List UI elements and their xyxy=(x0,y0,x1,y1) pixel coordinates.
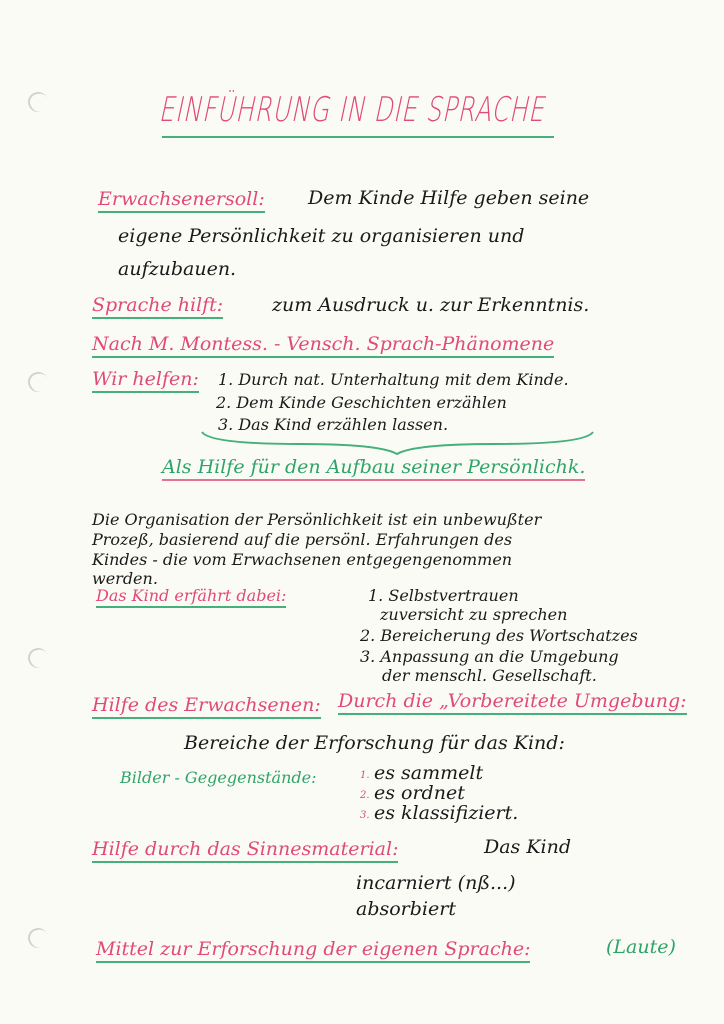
section-label-wir-helfen: Wir helfen: xyxy=(92,368,199,393)
summary-line: Als Hilfe für den Aufbau seiner Persönlichk. xyxy=(162,456,585,481)
list-item: 3. Anpassung an die Umgebung xyxy=(360,647,619,666)
text-line: incarniert (nß...) xyxy=(356,872,516,894)
punch-hole xyxy=(25,89,51,115)
text-line: werden. xyxy=(92,569,158,588)
list-number: 3. xyxy=(360,810,370,821)
section-label-sinnesmaterial: Hilfe durch das Sinnesmaterial: xyxy=(92,838,398,863)
page-title: EINFÜHRUNG IN DIE SPRACHE xyxy=(156,90,551,130)
text-line: Prozeß, basierend auf die persönl. Erfahrungen des xyxy=(92,530,513,549)
section-label-hilfe-erwachsenen: Hilfe des Erwachsenen: xyxy=(92,694,321,719)
list-item: 2. Dem Kinde Geschichten erzählen xyxy=(216,393,507,412)
list-item: der menschl. Gesellschaft. xyxy=(382,666,597,685)
text-vorbereitete-umgebung: Durch die „Vorbereitete Umgebung: xyxy=(338,690,687,715)
text-line: Dem Kinde Hilfe geben seine xyxy=(308,187,590,209)
list-number: 1. xyxy=(360,770,370,781)
text-line: Kindes - die vom Erwachsenen entgegengenommen xyxy=(92,550,513,569)
text-laute: (Laute) xyxy=(606,936,676,958)
section-label-kind-erfaehrt: Das Kind erfährt dabei: xyxy=(96,586,286,608)
text-line: aufzubauen. xyxy=(118,258,237,280)
list-number: 2. xyxy=(360,790,370,801)
section-label-bilder: Bilder - Gegegenstände: xyxy=(120,768,317,787)
section-label-erwachsener: Erwachsenersoll: xyxy=(98,188,265,213)
text-line: Die Organisation der Persönlichkeit ist ein unbewußter xyxy=(92,510,542,529)
list-item: es klassifiziert. xyxy=(374,802,519,824)
text-line: absorbiert xyxy=(356,898,456,920)
list-item: 1. Durch nat. Unterhaltung mit dem Kinde. xyxy=(218,370,569,389)
punch-hole xyxy=(25,369,51,395)
list-item: 2. Bereicherung des Wortschatzes xyxy=(360,626,638,645)
section-montessori: Nach M. Montess. - Vensch. Sprach-Phänomene xyxy=(92,333,554,358)
section-label-mittel: Mittel zur Erforschung der eigenen Sprache: xyxy=(96,938,530,963)
text-line: zum Ausdruck u. zur Erkenntnis. xyxy=(272,294,590,316)
punch-hole xyxy=(25,925,51,951)
text-line: Bereiche der Erforschung für das Kind: xyxy=(184,732,565,754)
section-label-sprache: Sprache hilft: xyxy=(92,294,223,319)
list-item: zuversicht zu sprechen xyxy=(380,605,568,624)
text-line: Das Kind xyxy=(484,836,572,858)
list-item: es sammelt xyxy=(374,762,484,784)
list-item: 1. Selbstvertrauen xyxy=(368,586,519,605)
punch-hole xyxy=(25,645,51,671)
text-line: eigene Persönlichkeit zu organisieren und xyxy=(118,225,525,247)
list-item: 3. Das Kind erzählen lassen. xyxy=(218,415,449,434)
title-underline xyxy=(162,136,554,138)
list-item: es ordnet xyxy=(374,782,465,804)
brace-icon xyxy=(200,430,595,456)
